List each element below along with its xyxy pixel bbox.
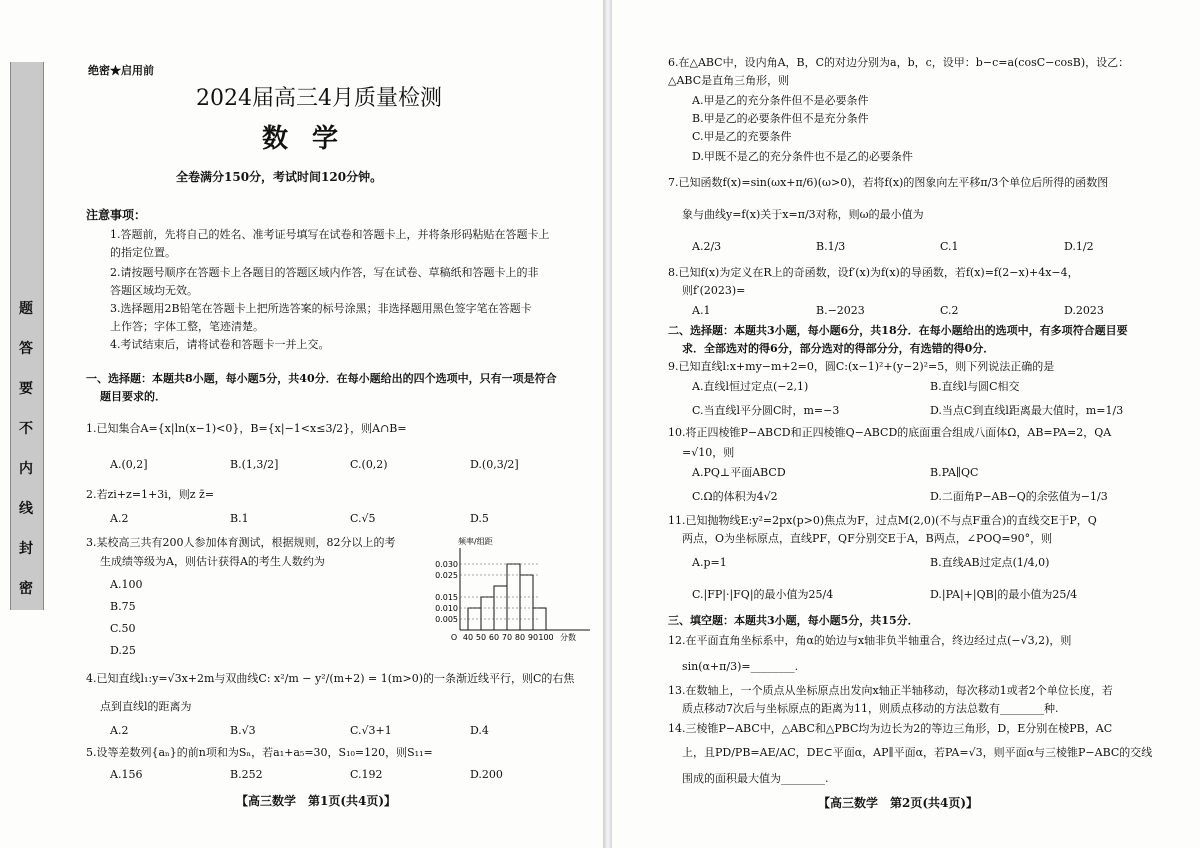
answer-option: D.甲既不是乙的充分条件也不是乙的必要条件: [692, 150, 913, 163]
answer-option: A.156: [110, 768, 143, 781]
chart-y-tick: 0.010: [435, 604, 458, 613]
answer-option: A.p=1: [692, 556, 727, 569]
question-stem: △ABC是直角三角形，则: [668, 74, 790, 87]
question-stem: 10.将正四棱锥P−ABCD和正四棱锥Q−ABCD的底面重合组成八面体Ω，AB=PA=2，QA: [668, 426, 1112, 439]
secret-label: 绝密★启用前: [88, 64, 154, 77]
question-stem: 8.已知f(x)为定义在R上的奇函数，设f′(x)为f(x)的导函数，若f(x)=f(2−x)+4x−4，: [668, 266, 1079, 279]
answer-option: C.192: [350, 768, 383, 781]
chart-x-tick: 60: [488, 633, 500, 642]
notice-line: 上作答；字体工整，笔迹清楚。: [110, 320, 264, 333]
answer-option: C.(0,2): [350, 458, 388, 471]
question-stem: 1.已知集合A={x|ln(x−1)<0}，B={x|−1<x≤3/2}，则A∩B=: [86, 422, 407, 435]
seal-char: 密: [19, 581, 33, 597]
chart-y-tick: 0.025: [435, 571, 458, 580]
question-stem: =√10，则: [682, 446, 735, 459]
histogram-bar: [481, 597, 494, 630]
answer-option: C.√3+1: [350, 724, 392, 737]
answer-option: D.4: [470, 724, 489, 737]
answer-option: B.甲是乙的必要条件但不是充分条件: [692, 112, 869, 125]
seal-char: 题: [19, 301, 33, 317]
answer-option: A.甲是乙的充分条件但不是必要条件: [692, 94, 869, 107]
seal-char: 答: [19, 341, 33, 357]
right-page: [612, 0, 1200, 848]
answer-option: B.PA∥QC: [930, 466, 979, 479]
question-stem: 4.已知直线l₁:y=√3x+2m与双曲线C: x²/m − y²/(m+2) = 1(m>0)的一条渐近线平行，则C的右焦: [86, 672, 575, 685]
answer-option: C.Ω的体积为4√2: [692, 490, 778, 503]
histogram-bar: [520, 575, 533, 630]
chart-y-tick: 0.030: [435, 560, 458, 569]
question-stem: 9.已知直线l:x+my−m+2=0，圆C:(x−1)²+(y−2)²=5，则下列说法正确的是: [668, 360, 1055, 373]
seal-bar: [10, 62, 44, 610]
question-stem: 生成绩等级为A，则估计获得A的考生人数约为: [100, 555, 325, 568]
page-footer: 【高三数学 第1页(共4页)】: [236, 794, 397, 808]
question-stem: 质点移动7次后与坐标原点的距离为11，则质点移动的方法总数有________种.: [682, 702, 1059, 715]
answer-option: D.200: [470, 768, 503, 781]
answer-option: C.甲是乙的充要条件: [692, 130, 792, 143]
question-stem: 围成的面积最大值为________.: [682, 772, 829, 785]
histogram-chart: [400, 530, 600, 645]
notice-line: 2.请按题号顺序在答题卡上各题目的答题区域内作答，写在试卷、草稿纸和答题卡上的非: [110, 266, 539, 279]
question-stem: 13.在数轴上，一个质点从坐标原点出发向x轴正半轴移动，每次移动1或者2个单位长度，若: [668, 684, 1113, 697]
answer-option: B.直线AB过定点(1/4,0): [930, 556, 1050, 569]
section-heading: 求．全部选对的得6分，部分选对的得部分分，有选错的得0分．: [682, 342, 995, 355]
notice-line: 4.考试结束后，请将试卷和答题卡一并上交。: [110, 338, 330, 351]
question-stem: 则f′(2023)=: [682, 284, 746, 297]
question-stem: 5.设等差数列{aₙ}的前n项和为Sₙ，若a₁+a₅=30，S₁₀=120，则S₁₁=: [86, 746, 433, 759]
seal-char: 封: [19, 541, 33, 557]
chart-y-tick: 0.015: [435, 593, 458, 602]
chart-x-tick: 100: [538, 633, 554, 642]
answer-option: C.2: [940, 304, 959, 317]
answer-option: A.PQ⊥平面ABCD: [692, 466, 786, 479]
seal-char: 线: [19, 501, 33, 517]
exam-title: 2024届高三4月质量检测: [196, 86, 442, 111]
answer-option: D.25: [110, 644, 136, 657]
chart-x-tick: 70: [501, 633, 513, 642]
subject-title: 数学: [262, 124, 363, 154]
answer-option: D.5: [470, 512, 489, 525]
answer-option: B.−2023: [816, 304, 865, 317]
answer-option: D.(0,3/2]: [470, 458, 519, 471]
notice-line: 答题区域均无效。: [110, 284, 198, 297]
seal-char: 不: [19, 421, 33, 437]
seal-char: 内: [19, 461, 33, 477]
histogram-bar: [533, 608, 546, 630]
answer-option: D.二面角P−AB−Q的余弦值为−1/3: [930, 490, 1108, 503]
answer-option: A.2: [110, 512, 129, 525]
notice-line: 3.选择题用2B铅笔在答题卡上把所选答案的标号涂黑；非选择题用黑色签字笔在答题卡: [110, 302, 532, 315]
question-stem: sin(α+π/3)=________.: [682, 660, 799, 673]
chart-x-tick: O: [450, 633, 458, 642]
answer-option: C.50: [110, 622, 136, 635]
answer-option: D.当点C到直线l距离最大值时，m=1/3: [930, 404, 1124, 417]
answer-option: B.√3: [230, 724, 256, 737]
answer-option: B.252: [230, 768, 263, 781]
answer-option: A.100: [110, 578, 143, 591]
question-stem: 3.某校高三共有200人参加体育测试，根据规则，82分以上的考: [86, 536, 396, 549]
answer-option: D.|PA|+|QB|的最小值为25/4: [930, 588, 1078, 601]
chart-x-label: 分数: [560, 633, 576, 642]
chart-y-tick: 0.005: [435, 615, 458, 624]
question-stem: 7.已知函数f(x)=sin(ωx+π/6)(ω>0)，若将f(x)的图象向左平移π/3个单位后所得的函数图: [668, 176, 1109, 189]
notice-line: 1.答题前，先将自己的姓名、准考证号填写在试卷和答题卡上，并将条形码粘贴在答题卡上: [110, 228, 550, 241]
question-stem: 象与曲线y=f(x)关于x=π/3对称，则ω的最小值为: [682, 208, 924, 221]
notice-title: 注意事项：: [86, 208, 147, 222]
chart-y-label: 频率/组距: [458, 537, 493, 546]
question-stem: 12.在平面直角坐标系中，角α的始边与x轴非负半轴重合，终边经过点(−√3,2)，则: [668, 634, 1072, 647]
question-stem: 上，且PD/PB=AE/AC，DE⊂平面α，AP∥平面α，若PA=√3，则平面α与三棱锥P−ABC的交线: [682, 746, 1153, 759]
question-stem: 点到直线l的距离为: [100, 700, 192, 713]
section-heading: 题目要求的．: [100, 390, 166, 403]
answer-option: C.当直线l平分圆C时，m=−3: [692, 404, 840, 417]
section-heading: 二、选择题：本题共3小题，每小题6分，共18分．在每小题给出的选项中，有多项符合题目要: [668, 324, 1128, 337]
answer-option: B.(1,3/2]: [230, 458, 279, 471]
question-stem: 两点，O为坐标原点，直线PF，QF分别交E于A，B两点，∠POQ=90°，则: [682, 532, 1053, 545]
answer-option: A.(0,2]: [110, 458, 148, 471]
question-stem: 14.三棱锥P−ABC中，△ABC和△PBC均为边长为2的等边三角形，D，E分别在棱PB，AC: [668, 722, 1113, 735]
question-stem: 11.已知抛物线E:y²=2px(p>0)焦点为F，过点M(2,0)(不与点F重合)的直线交E于P，Q: [668, 514, 1097, 527]
answer-option: C.|FP|·|FQ|的最小值为25/4: [692, 588, 834, 601]
seal-char: 要: [19, 381, 33, 397]
notice-line: 的指定位置。: [110, 246, 176, 259]
answer-option: B.75: [110, 600, 136, 613]
answer-option: C.√5: [350, 512, 376, 525]
chart-x-tick: 80: [514, 633, 526, 642]
answer-option: D.1/2: [1064, 240, 1094, 253]
answer-option: B.1: [230, 512, 249, 525]
answer-option: A.1: [692, 304, 711, 317]
answer-option: B.1/3: [816, 240, 846, 253]
score-time: 全卷满分150分，考试时间120分钟。: [176, 170, 383, 184]
answer-option: D.2023: [1064, 304, 1104, 317]
section-heading: 一、选择题：本题共8小题，每小题5分，共40分．在每小题给出的四个选项中，只有一项是符合: [86, 372, 557, 385]
page-footer: 【高三数学 第2页(共4页)】: [818, 796, 979, 810]
answer-option: A.直线l恒过定点(−2,1): [692, 380, 809, 393]
chart-x-tick: 40: [462, 633, 474, 642]
section-heading: 三、填空题：本题共3小题，每小题5分，共15分．: [668, 614, 919, 627]
answer-option: C.1: [940, 240, 959, 253]
chart-x-tick: 90: [527, 633, 539, 642]
answer-option: A.2/3: [692, 240, 722, 253]
chart-x-tick: 50: [475, 633, 487, 642]
question-stem: 2.若zi+z=1+3i，则z z̄=: [86, 488, 215, 501]
answer-option: A.2: [110, 724, 129, 737]
answer-option: B.直线l与圆C相交: [930, 380, 1020, 393]
question-stem: 6.在△ABC中，设内角A，B，C的对边分别为a，b，c，设甲：b−c=a(cosC−cosB)，设乙：: [668, 56, 1130, 69]
